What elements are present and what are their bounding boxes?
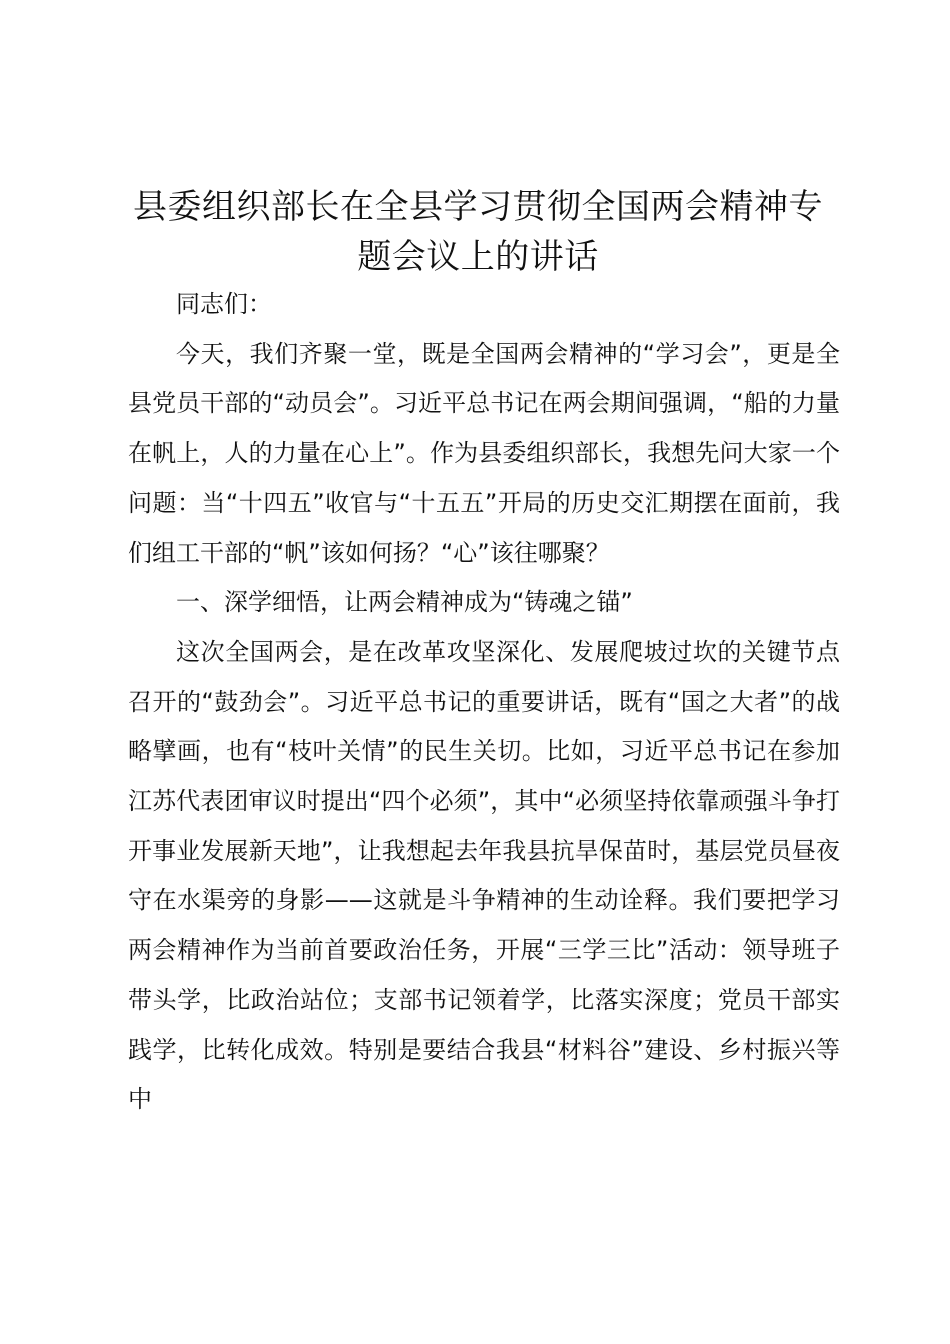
section-heading: 一、深学细悟，让两会精神成为“铸魂之锚” [176, 588, 633, 617]
document-body [128, 280, 840, 1125]
document-title: 县委组织部长在全县学习贯彻全国两会精神专题会议上的讲话 [133, 187, 823, 277]
paragraph-section-1: 这次全国两会，是在改革攻坚深化、发展爬坡过坎的关键节点召开的“鼓劲会”。习近平总书记的重要讲话，既有“国之大者”的战略擘画，也有“枝叶关情”的民生关切。比如，习近平总书记在参加江苏代表团审议时提出“四个必须”，其中“必须坚持依靠顽强斗争打开事业发展新天地”，让我想起去年我县抗旱保苗时，基层党员昼夜守在水渠旁的身影——这就是斗争精神的生动诠释。我们要把学习两会精神作为当前首要政治任务，开展“三学三比”活动：领导班子带头学，比政治站位；支部书记领着学，比落实深度；党员干部实践学，比转化成效。特别是要结合我县“材料谷”建设、乡村振兴等中 [128, 637, 840, 1114]
greeting: 同志们： [176, 290, 272, 318]
paragraph-intro: 今天，我们齐聚一堂，既是全国两会精神的“学习会”，更是全县党员干部的“动员会”。习近平总书记在两会期间强调，“船的力量在帆上，人的力量在心上”。作为县委组织部长，我想先问大家一个问题：当“十四五”收官与“十五五”开局的历史交汇期摆在面前，我们组工干部的“帆”该如何扬？“心”该往哪聚？ [128, 339, 840, 567]
